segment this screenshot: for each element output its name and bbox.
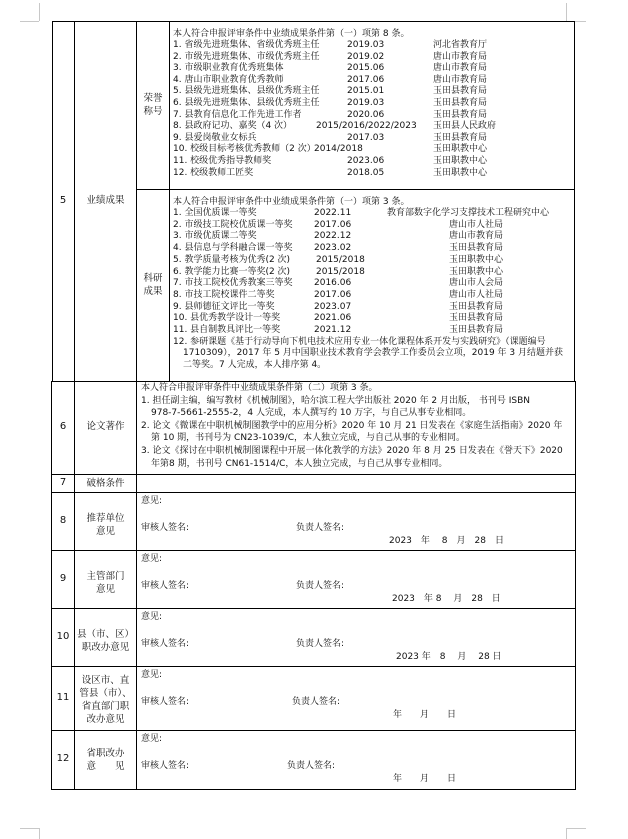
honor-label-line1: 荣誉 [143, 93, 163, 104]
research-item-org: 玉田职教中心 [449, 254, 504, 265]
honor-item-org: 玉田职教中心 [433, 144, 488, 155]
research-item-org: 唐山市人社局 [449, 289, 504, 300]
papers-line-5: 3. 论文《探讨在中职机械制图课程中开展一体化教学的方法》2020 年 8 月 25 日发表在《誉天下》2020 [141, 446, 563, 456]
reviewer-signature-label: 审核人签名: [141, 523, 190, 533]
leader-signature-label: 负责人签名: [287, 761, 336, 771]
honor-item-org: 唐山市教育局 [433, 63, 488, 74]
papers-line-3: 2. 论文《微课在中职机械制图教学中的应用分析》2020 年 10 月 21 日发表在《家庭生活指南》2020 年 [141, 421, 563, 431]
honor-item-org: 玉田职教中心 [433, 156, 488, 166]
research-item-title: 11. 县自制教具评比一等奖 [173, 325, 281, 335]
sign-date: 2023 年 8 月 28 日 [389, 536, 504, 546]
crop-mark-bottom-left-h [20, 828, 39, 829]
honor-item-date: 2015.01 [347, 86, 385, 97]
research-item-date: 2022.11 [314, 208, 352, 218]
research-item-title: 2. 市级技工院校优质课一等奖 [173, 219, 293, 230]
research-item-title: 10. 县优秀教学设计一等奖 [173, 313, 281, 324]
research-item-title: 3. 市级优质课二等奖 [173, 231, 257, 242]
crop-mark-bottom-right-h [567, 828, 586, 829]
honor-item-org: 唐山市教育局 [433, 74, 488, 85]
honor-research-divider [136, 189, 575, 190]
crop-mark-top-left-v [39, 3, 40, 21]
honor-intro: 本人符合申报评审条件中业绩成果条件第（一）项第 8 条。 [173, 29, 410, 39]
honor-item-date: 2019.03 [347, 40, 385, 50]
honor-label [137, 92, 169, 118]
row-label-line: 意见 [95, 526, 115, 537]
honor-item-date: 2023.06 [347, 156, 385, 166]
leader-signature-label: 负责人签名: [296, 523, 345, 533]
honor-item-date: 2019.03 [347, 98, 385, 108]
research-item-date: 2023.07 [314, 301, 352, 312]
row-divider-8-9 [51, 550, 576, 551]
honor-item-org: 玉田县教育局 [433, 132, 488, 143]
honor-item-date: 2020.06 [347, 109, 385, 120]
honor-item-org: 河北省教育厅 [433, 40, 488, 50]
sign-date: 年 月 日 [393, 710, 457, 720]
row-number: 10 [56, 630, 70, 642]
research-item-title: 1. 全国优质课一等奖 [173, 208, 257, 218]
research-item-org: 唐山市人会局 [449, 278, 504, 289]
row-label-line: 管县（市）、 [79, 688, 132, 699]
row-number-6: 6 [59, 421, 67, 432]
honor-item-title: 12. 校级教师工匠奖 [173, 167, 254, 178]
row-number: 8 [59, 514, 67, 526]
row-label-line: 设区市、直 [81, 675, 130, 686]
papers-line-2: 978-7-5661-2555-2，4 人完成，本人撰写约 10 万字，与自己从事专业相同。 [151, 408, 472, 418]
leader-signature-label: 负责人签名: [296, 639, 345, 649]
table-border-right-lower [575, 381, 576, 790]
research-item-date: 2021.06 [314, 313, 352, 324]
row-divider-9-10 [51, 608, 576, 609]
table-border-right [574, 21, 575, 382]
research-label-line1: 科研 [143, 273, 163, 284]
leader-signature-label: 负责人签名: [292, 697, 341, 707]
row-label-line: 职改办意见 [81, 642, 130, 653]
opinion-label: 意见: [141, 670, 163, 680]
honor-item-date: 2015/2016/2022/2023 [316, 121, 417, 132]
row-number: 12 [56, 753, 70, 764]
research-label-line2: 成果 [143, 286, 163, 297]
honor-item-title: 5. 县级先进班集体、县级优秀班主任 [173, 86, 320, 97]
honor-item-org: 玉田县教育局 [433, 86, 488, 97]
row-label-line: 意 见 [86, 761, 125, 772]
research-item-title: 5. 教学质量考核为优秀(2 次) [173, 254, 291, 265]
row-number: 11 [56, 691, 70, 703]
row-label [75, 628, 136, 654]
honor-item-title: 7. 县教育信息化工作先进工作者 [173, 109, 302, 120]
research-item-date: 2023.02 [314, 243, 352, 254]
row-label-line: 县（市、区） [76, 629, 134, 640]
research-item-date: 2015/2018 [316, 266, 365, 277]
papers-line-1: 1. 担任副主编，编写教材《机械制图》，哈尔滨工程大学出版社 2020 年 2 月出版， 书刊号 ISBN [141, 396, 531, 406]
row-label [75, 512, 136, 538]
research-item-date: 2016.06 [314, 278, 352, 289]
column-divider-3 [169, 21, 170, 382]
honor-item-title: 4. 唐山市职业教育优秀教师 [173, 74, 284, 85]
honor-item-date: 2015.06 [347, 63, 385, 74]
honor-item-org: 玉田职教中心 [433, 167, 488, 178]
row-label-line: 改办意见 [86, 714, 125, 725]
research-item-org: 玉田县教育局 [449, 301, 504, 312]
honor-item-title: 2. 市级先进班集体、市级优秀班主任 [173, 51, 320, 62]
sign-date: 2023 年 8 月 28 日 [392, 594, 501, 604]
research-item-org: 玉田县教育局 [449, 313, 504, 324]
research-label [137, 272, 169, 298]
research-item-12-line3: 二等奖。7 人完成，本人排序第 4。 [183, 360, 327, 370]
research-item-date: 2017.06 [314, 289, 352, 300]
research-item-org: 唐山市人社局 [449, 219, 504, 230]
research-item-12-line2: 1710309），2017 年 5 月中国职业技术教育学会教学工作委员会立项，2019 年 3 月结题并获 [183, 348, 564, 358]
honor-item-org: 玉田县人民政府 [433, 121, 497, 132]
row-label [75, 674, 136, 726]
sign-date: 年 月 日 [393, 774, 457, 784]
reviewer-signature-label: 审核人签名: [141, 761, 190, 771]
row-divider-10-11 [51, 666, 576, 667]
opinion-label: 意见: [141, 734, 163, 744]
honor-item-date: 2019.02 [347, 51, 385, 62]
research-item-12-line1: 12. 参研课题《基于行动导向下机电技术应用专业一体化课程体系开发与实践研究》（课题编号 [173, 337, 546, 347]
reviewer-signature-label: 审核人签名: [141, 639, 190, 649]
sign-date: 2023 年 8 月 28 日 [396, 652, 502, 662]
row-label-line: 省职改办 [86, 748, 125, 759]
crop-mark-bottom-right-v [566, 828, 567, 839]
honor-item-title: 6. 县级先进班集体、县级优秀班主任 [173, 98, 320, 108]
research-item-org: 玉田职教中心 [449, 266, 504, 277]
research-intro: 本人符合申报评审条件中业绩成果条件第（一）项第 3 条。 [173, 197, 410, 207]
reviewer-signature-label: 审核人签名: [141, 697, 190, 707]
research-item-title: 9. 县师德征文评比一等奖 [173, 301, 275, 312]
crop-mark-top-left-h [20, 21, 39, 22]
row-divider-5-6 [51, 381, 576, 382]
honor-item-date: 2014/2018 [314, 144, 363, 155]
research-item-date: 2022.12 [314, 231, 352, 242]
row-label-papers: 论文著作 [86, 421, 125, 432]
honor-item-org: 玉田县教育局 [433, 109, 488, 120]
honor-item-title: 8. 县政府记功、嘉奖（4 次） [173, 121, 293, 132]
research-item-title: 7. 市技工院校优秀教案三等奖 [173, 278, 293, 289]
honor-item-title: 10. 校级目标考核优秀教师（2 次） [173, 144, 316, 155]
honor-item-title: 3. 市级职业教育优秀班集体 [173, 63, 284, 74]
row-label-achievements: 业绩成果 [86, 195, 125, 206]
honor-item-date: 2017.06 [347, 74, 385, 85]
row-divider-6-7 [51, 474, 576, 475]
papers-line-4: 第 10 期，书刊号为 CN23-1039/C，本人独立完成，与自己从事的专业相同。 [151, 433, 465, 443]
honor-item-org: 玉田县教育局 [433, 98, 488, 108]
research-item-date: 2021.12 [314, 325, 352, 335]
row-divider-7-8 [51, 492, 576, 493]
row-number: 9 [59, 572, 67, 584]
honor-item-title: 11. 校级优秀指导教师奖 [173, 156, 272, 166]
row-number-5: 5 [59, 195, 67, 206]
research-item-date: 2017.06 [314, 219, 352, 230]
leader-signature-label: 负责人签名: [296, 581, 345, 591]
row-divider-11-12 [51, 730, 576, 731]
research-item-title: 6. 教学能力比赛一等奖(2 次) [173, 266, 291, 277]
research-item-org: 玉田县教育局 [449, 325, 504, 335]
crop-mark-bottom-left-v [39, 828, 40, 839]
research-item-org: 教育部数字化学习支撑技术工程研究中心 [387, 208, 550, 218]
table-border-top [52, 21, 575, 22]
crop-mark-top-right-v [566, 3, 567, 21]
honor-item-date: 2017.03 [347, 132, 385, 143]
table-border-bottom [51, 789, 576, 790]
row-label-exceptional: 破格条件 [86, 478, 125, 489]
row-label [75, 747, 136, 773]
row-number-7: 7 [59, 477, 67, 488]
row-label-line: 意见 [95, 584, 115, 595]
research-item-org: 玉田县教育局 [449, 243, 504, 254]
honor-label-line2: 称号 [143, 106, 163, 117]
table-border-left-lower [51, 381, 52, 790]
honor-item-date: 2018.05 [347, 167, 385, 178]
research-item-org: 唐山市教育局 [449, 231, 504, 242]
opinion-label: 意见: [141, 612, 163, 622]
row-label-line: 主管部门 [86, 571, 125, 582]
reviewer-signature-label: 审核人签名: [141, 581, 190, 591]
row-label-line: 省直部门职 [81, 701, 130, 712]
opinion-label: 意见: [141, 554, 163, 564]
row-label-line: 推荐单位 [86, 513, 125, 524]
research-item-date: 2015/2018 [316, 254, 365, 265]
column-divider-2 [136, 21, 137, 790]
research-item-title: 4. 县信息与学科融合课一等奖 [173, 243, 293, 254]
honor-item-title: 1. 省级先进班集体、省级优秀班主任 [173, 40, 320, 50]
opinion-label: 意见: [141, 496, 163, 506]
papers-line-6: 年第8 期，书刊号 CN61-1514/C，本人独立完成，与自己从事专业相同。 [151, 459, 448, 469]
papers-line-0: 本人符合申报评审条件中业绩成果条件第（二）项第 3 条。 [141, 383, 378, 393]
honor-item-title: 9. 县爱岗敬业女标兵 [173, 132, 257, 143]
honor-item-org: 唐山市教育局 [433, 51, 488, 62]
row-label [75, 570, 136, 596]
research-item-title: 8. 市技工院校课件二等奖 [173, 289, 275, 300]
